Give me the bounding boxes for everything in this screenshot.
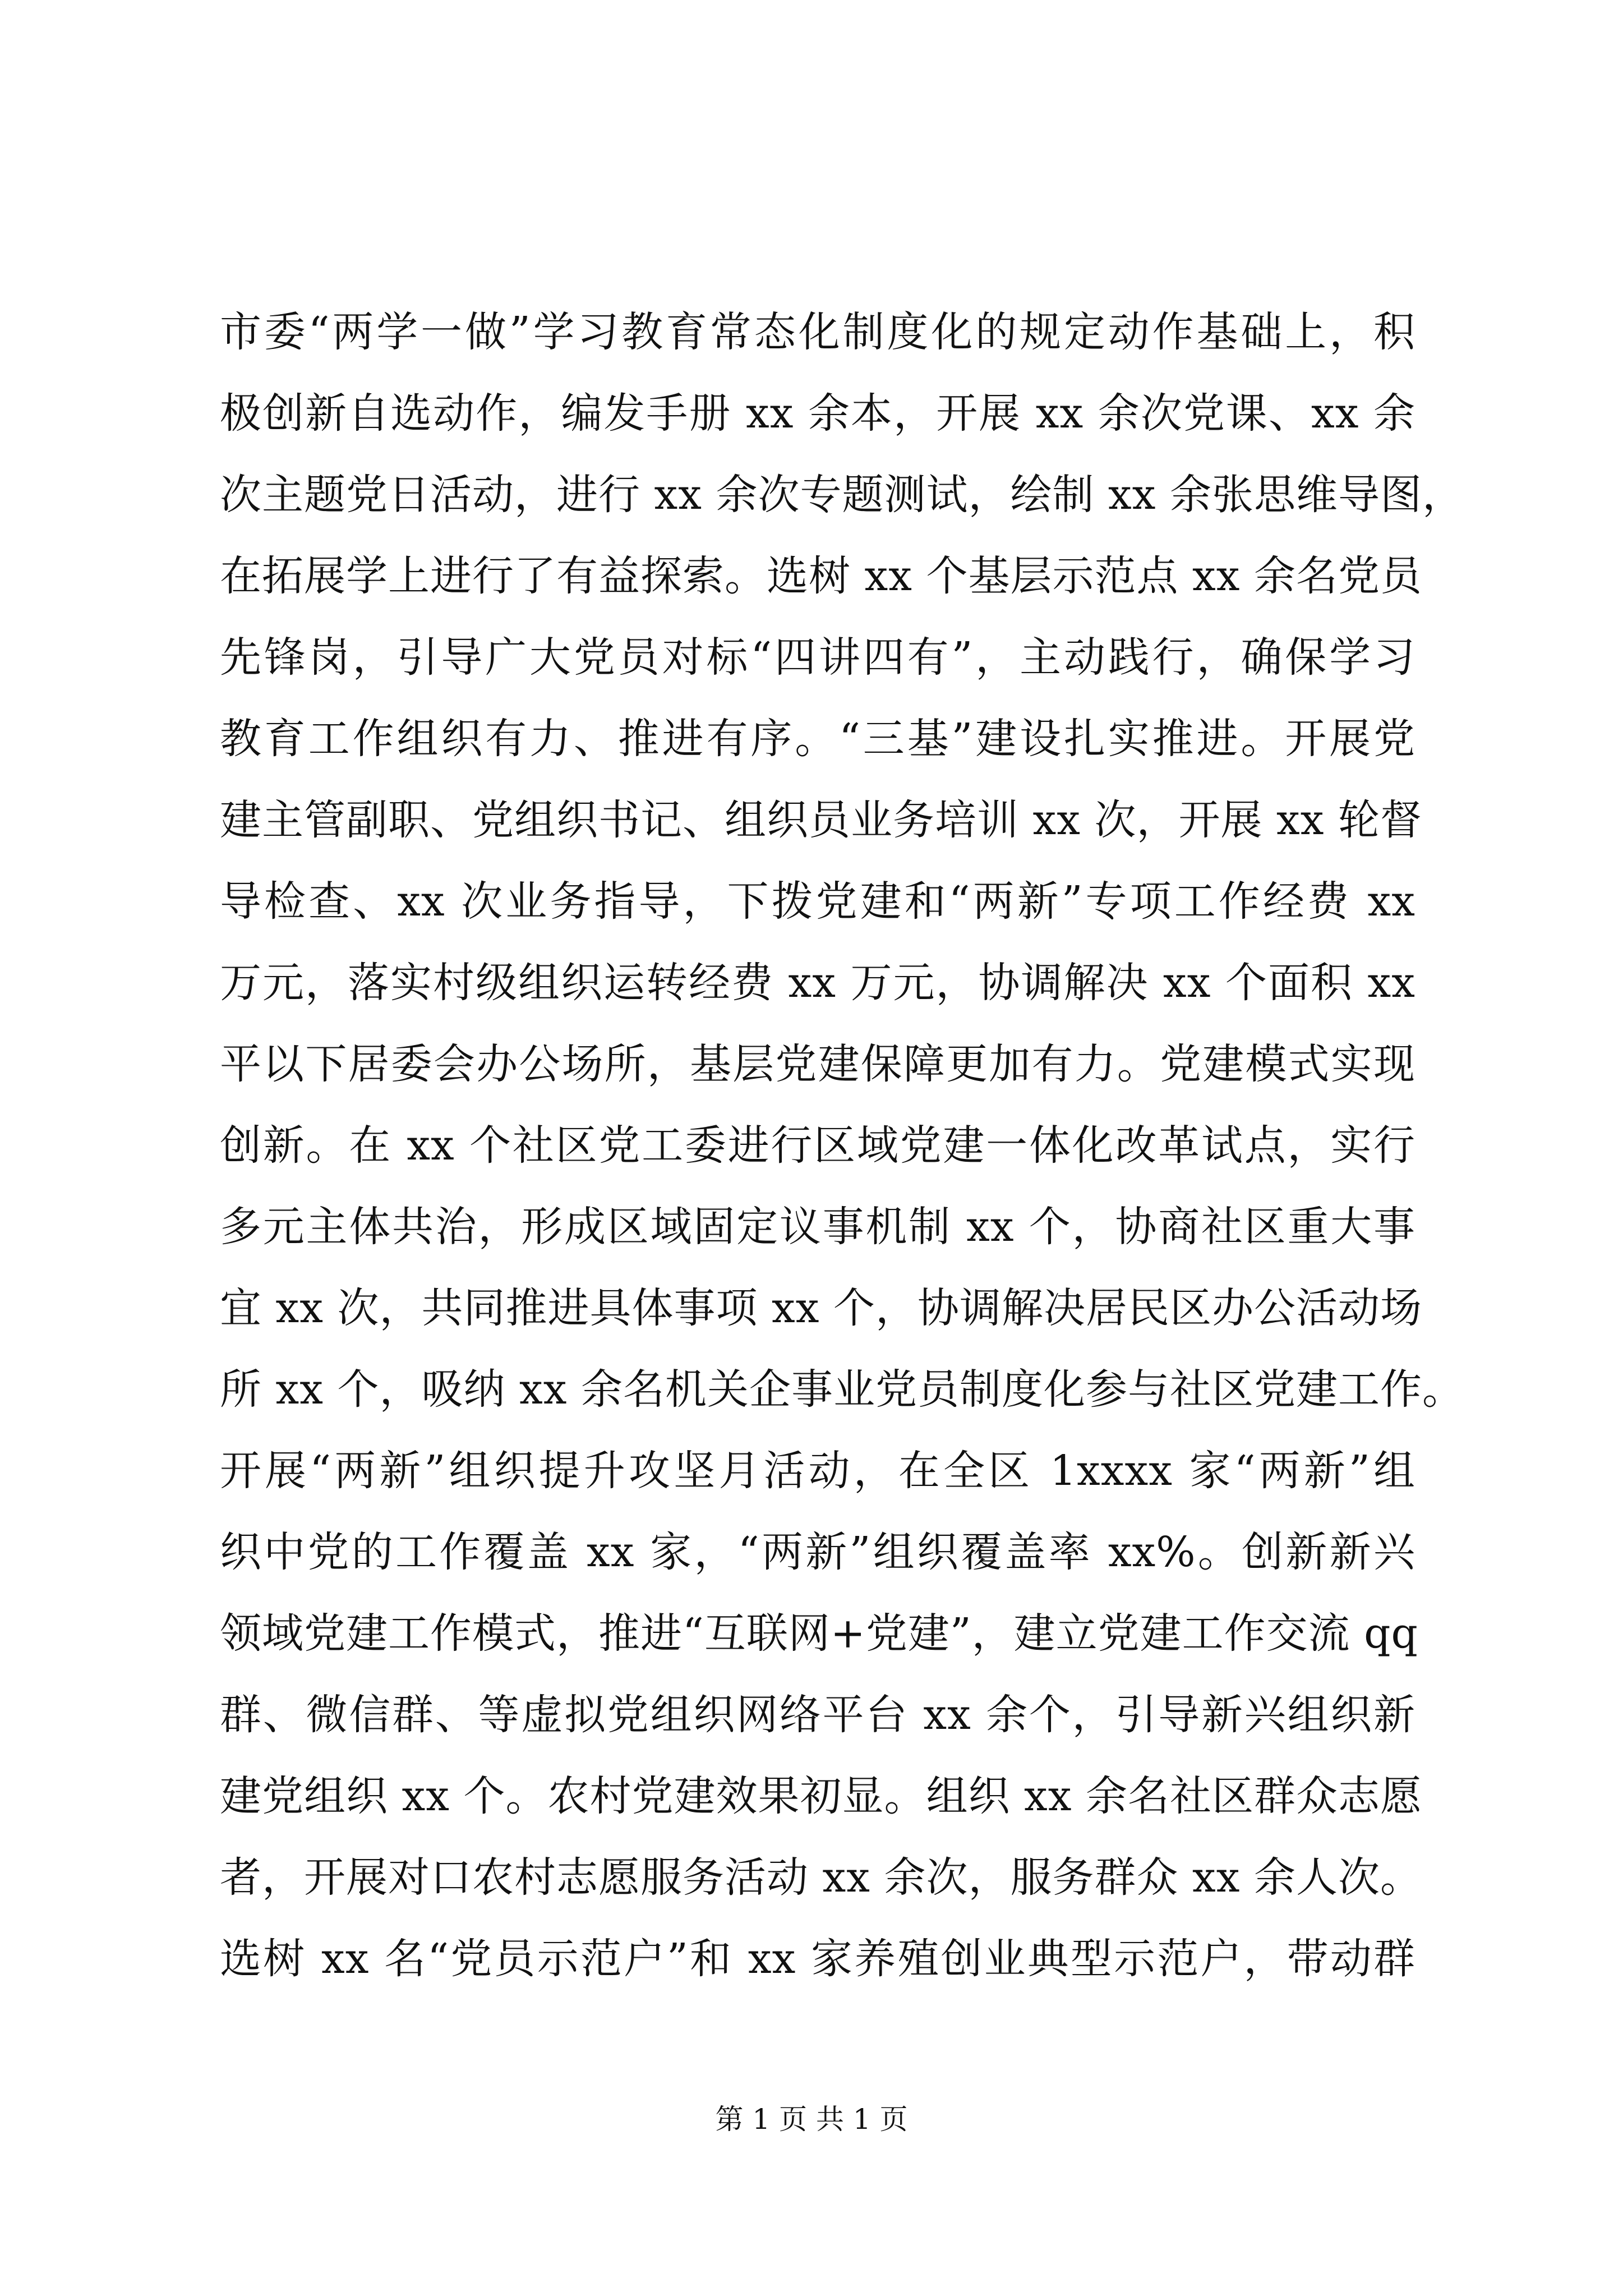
paragraph-line: 导检查、xx 次业务指导，下拨党建和“两新”专项工作经费 xx	[220, 877, 1415, 926]
paragraph-line: 选树 xx 名“党员示范户”和 xx 家养殖创业典型示范户，带动群	[220, 1935, 1415, 1983]
paragraph-line: 开展“两新”组织提升攻坚月活动，在全区 1xxxx 家“两新”组	[220, 1447, 1415, 1495]
paragraph-line: 多元主体共治，形成区域固定议事机制 xx 个，协商社区重大事	[220, 1203, 1415, 1251]
paragraph-line: 建党组织 xx 个。农村党建效果初显。组织 xx 余名社区群众志愿	[220, 1772, 1423, 1820]
page-number-footer: 第 1 页 共 1 页	[715, 2103, 908, 2136]
paragraph-line: 极创新自选动作，编发手册 xx 余本，开展 xx 余次党课、xx 余	[220, 389, 1415, 438]
paragraph-line: 先锋岗，引导广大党员对标“四讲四有”，主动践行，确保学习	[220, 633, 1415, 682]
paragraph-line: 万元，落实村级组织运转经费 xx 万元，协调解决 xx 个面积 xx	[220, 959, 1415, 1007]
paragraph-line: 建主管副职、党组织书记、组织员业务培训 xx 次，开展 xx 轮督	[220, 796, 1423, 844]
paragraph-line: 市委“两学一做”学习教育常态化制度化的规定动作基础上，积	[220, 308, 1415, 356]
paragraph-line: 织中党的工作覆盖 xx 家，“两新”组织覆盖率 xx%。创新新兴	[220, 1528, 1415, 1576]
paragraph-line: 创新。在 xx 个社区党工委进行区域党建一体化改革试点，实行	[220, 1121, 1415, 1170]
paragraph-line: 所 xx 个，吸纳 xx 余名机关企事业党员制度化参与社区党建工作。	[220, 1365, 1465, 1414]
paragraph-line: 宜 xx 次，共同推进具体事项 xx 个，协调解决居民区办公活动场	[220, 1284, 1423, 1332]
paragraph-line: 在拓展学上进行了有益探索。选树 xx 个基层示范点 xx 余名党员	[220, 552, 1423, 600]
paragraph-line: 者，开展对口农村志愿服务活动 xx 余次，服务群众 xx 余人次。	[220, 1853, 1423, 1902]
paragraph-line: 平以下居委会办公场所，基层党建保障更加有力。党建模式实现	[220, 1040, 1415, 1088]
paragraph-line: 领域党建工作模式，推进“互联网+党建”，建立党建工作交流 qq	[220, 1609, 1418, 1658]
paragraph-line: 次主题党日活动，进行 xx 余次专题测试，绘制 xx 余张思维导图，	[220, 471, 1465, 519]
paragraph-line: 群、微信群、等虚拟党组织网络平台 xx 余个，引导新兴组织新	[220, 1691, 1415, 1739]
document-body	[220, 292, 1465, 2000]
paragraph-line: 教育工作组织有力、推进有序。“三基”建设扎实推进。开展党	[220, 715, 1415, 763]
